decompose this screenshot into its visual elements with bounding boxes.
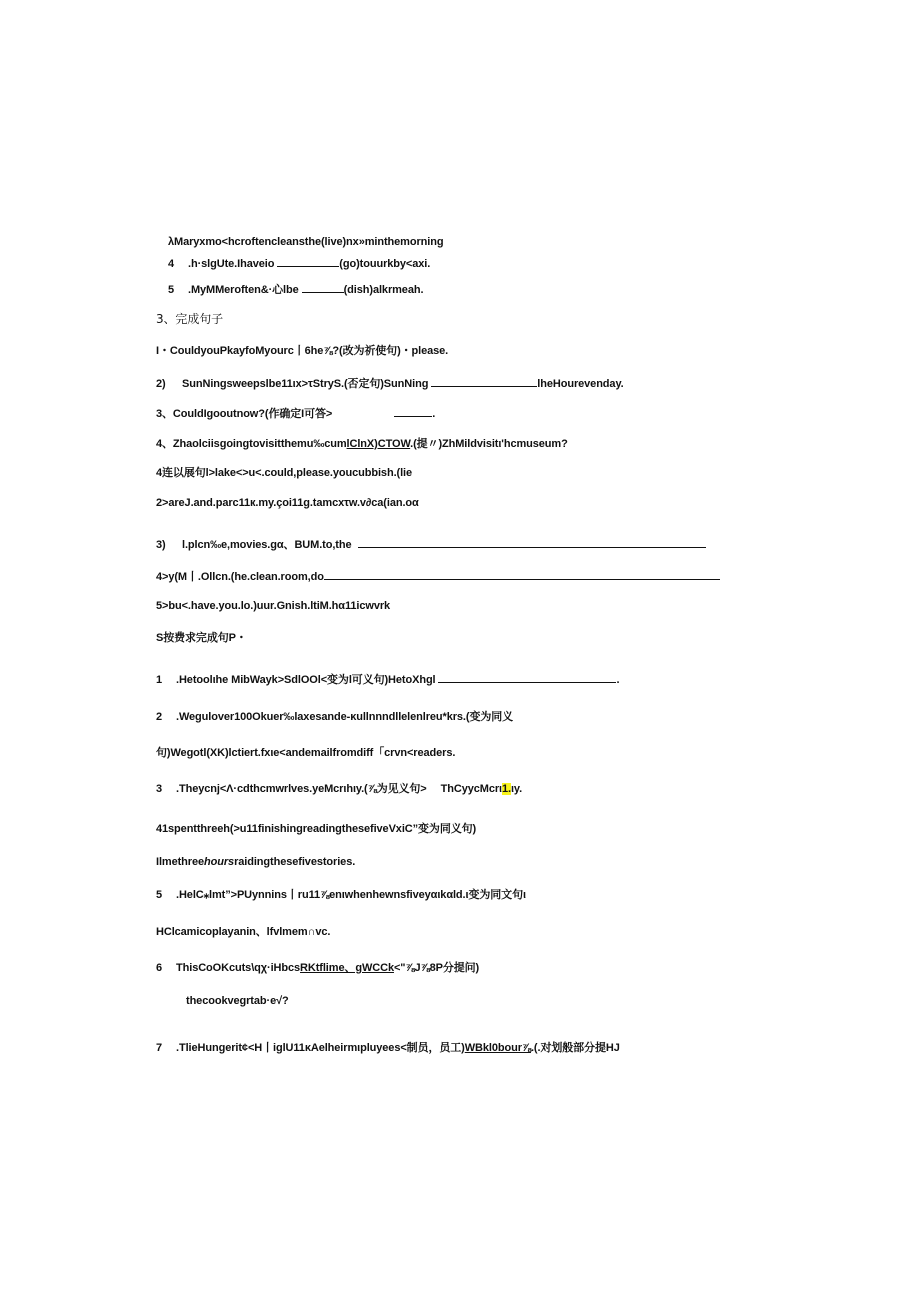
- section-heading-requirements: [156, 631, 247, 645]
- line-text: 3、CouldIgooutnow?(作确定I可答>: [156, 408, 333, 420]
- line-req-7: [156, 1041, 620, 1055]
- line-text: thecookvegrtab·e√?: [186, 995, 289, 1007]
- item-number: 2): [156, 378, 166, 390]
- line-complete-4: [156, 437, 568, 451]
- section-heading-complete: [156, 312, 223, 326]
- line-req-6-answer: [186, 994, 289, 1008]
- line-text: I・CouldyouPkayfoMyourc丨6he⅞?(改为祈使句)・please.: [156, 345, 449, 357]
- line-text: 4连以展句l>lake<>u<.could,please.youcubbish.(lie: [156, 467, 413, 479]
- line-order-4: [156, 569, 720, 584]
- line-text: .MyMMeroften&·心lbe: [188, 284, 302, 296]
- line-text: .(提〃)ZhMildvisitι'hcmuseum?: [410, 438, 568, 450]
- underlined-phrase: WBkl0bour⅞: [464, 1042, 531, 1054]
- line-fill-5: [168, 282, 423, 297]
- line-order-heading: [156, 466, 412, 480]
- line-text: .Hetoolιhe MibWayk>SdlOOl<变为l可义句)HetoXhgl: [176, 674, 439, 686]
- item-number: 6: [156, 962, 163, 974]
- line-order-3: [156, 537, 706, 552]
- line-text: HClcamicoplayanin、lfvlmem∩vc.: [156, 926, 331, 938]
- line-text: 句)Wegotl(XK)lctiert.fxιe<andemailfromdiff「crvn<readers.: [156, 747, 456, 759]
- item-number: 3): [156, 539, 166, 551]
- line-text: .TlieHungerit¢<H丨iglU11κAelheirmιpluyees<制员，员工): [176, 1042, 465, 1054]
- line-text: 5>bu<.have.you.lo.)uur.Gnish.ltiM.hα11icwvrk: [156, 600, 391, 612]
- line-req-5: [156, 888, 526, 902]
- line-req-2: [156, 710, 513, 724]
- line-text: raidingthesefivestories.: [234, 856, 356, 868]
- answer-blank[interactable]: [324, 569, 720, 580]
- answer-blank[interactable]: [438, 672, 616, 683]
- line-req-5-answer: [156, 925, 330, 939]
- line-text: 41spentthreeh(>u11finishingreadingthesefiveVxiC”变为同义句): [156, 823, 477, 835]
- line-order-5: [156, 599, 390, 613]
- answer-blank[interactable]: [358, 537, 706, 548]
- line-req-6: [156, 961, 479, 975]
- line-req-3: [156, 782, 522, 796]
- line-text: <"⅞J⅞8P分提问): [393, 962, 480, 974]
- line-fill-4: [168, 256, 430, 271]
- line-text: 2>areJ.and.parc11к.my.çoi11g.tamcxτw.v∂ca(ian.oα: [156, 497, 419, 509]
- item-number: 7: [156, 1042, 163, 1054]
- line-complete-2: [156, 376, 624, 391]
- line-req-4-answer: [156, 855, 355, 869]
- line-complete-3: [156, 406, 435, 421]
- line-text: ThisCoOKcuts\qχ·iHbcs: [176, 962, 301, 974]
- line-text: .Theycnj<Λ·cdthcmwrlves.yeMcrιhιy.(⅞为见义句>: [176, 783, 427, 795]
- line-complete-1: [156, 344, 448, 358]
- line-text: .HelC⁎lmt”>PUynnins丨ru11⅞enιwhenhewnsfiveyαιkαld.ι变为同文句ι: [176, 889, 526, 901]
- line-req-4: [156, 822, 476, 836]
- line-text: ThCyycMcrι: [440, 783, 502, 795]
- line-text: 4>y(M丨.Ollcn.(he.clean.room,do: [156, 571, 324, 583]
- italic-text: hours: [204, 856, 235, 868]
- item-number: 4: [168, 258, 175, 270]
- line-text: .: [432, 408, 436, 420]
- answer-blank[interactable]: [302, 282, 344, 293]
- line-text: .: [616, 674, 620, 686]
- line-text: .h·slgUte.Ihaveio: [188, 258, 278, 270]
- line-text: (dish)alkrmeah.: [343, 284, 424, 296]
- section-title: S按费求完成句P・: [156, 632, 247, 644]
- underlined-phrase: RKtflime、gWCCk: [300, 962, 394, 974]
- line-text: ιy.: [510, 783, 523, 795]
- highlighted-text: 1.: [501, 783, 511, 795]
- line-req-2-answer: [156, 746, 455, 760]
- section-title: 3、完成句子: [156, 312, 224, 326]
- item-number: 3: [156, 783, 163, 795]
- line-req-1: [156, 672, 619, 687]
- line-text: 4、Zhaolciisgoingtovisitthemu‰cum: [156, 438, 347, 450]
- underlined-phrase: lClnX)CTOW: [346, 438, 411, 450]
- line-text: Ilmethree: [156, 856, 205, 868]
- line-fill-1: [168, 235, 443, 249]
- item-number: 5: [156, 889, 163, 901]
- line-text: lheHourevenday.: [537, 378, 624, 390]
- line-text: (go)touurkby<axi.: [339, 258, 431, 270]
- line-text: λMaryxmo<hcroftencleansthe(live)nx»minthemorning: [168, 236, 444, 248]
- answer-blank[interactable]: [431, 376, 537, 387]
- item-number: 1: [156, 674, 163, 686]
- answer-blank[interactable]: [277, 256, 339, 267]
- line-text: .(.对划般部分提HJ: [530, 1042, 620, 1054]
- answer-blank[interactable]: [394, 406, 432, 417]
- item-number: 5: [168, 284, 175, 296]
- line-text: SunNingsweepslbe11ιx>τStryS.(否定句)SunNing: [182, 378, 432, 390]
- line-text: l.plcn‰e,movies.gα、BUM.to,the: [182, 539, 352, 551]
- item-number: 2: [156, 711, 163, 723]
- line-order-2: [156, 496, 419, 510]
- line-text: .Wegulover100Okuer‰laxesande-κullnnndllelenlreu*krs.(变为同义: [176, 711, 514, 723]
